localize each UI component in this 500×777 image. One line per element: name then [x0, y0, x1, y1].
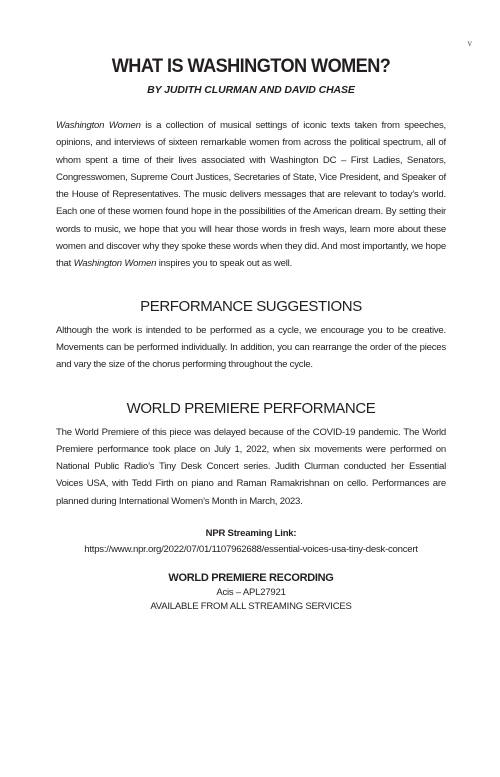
npr-link-url[interactable]: https://www.npr.org/2022/07/01/1107962688/essential-voices-usa-tiny-desk-concert	[84, 544, 418, 556]
recording-availability: AVAILABLE FROM ALL STREAMING SERVICES	[150, 601, 352, 613]
recording-block	[56, 571, 446, 614]
work-title: Washington Women	[73, 258, 157, 270]
premiere-section	[56, 399, 446, 510]
work-title: Washington Women	[56, 120, 141, 131]
npr-link-label: NPR Streaming Link:	[205, 528, 297, 540]
performance-paragraph: Although the work is intended to be performed as a cycle, we encourage you to be creative. Movements can be performed individually. In addition, you can rearrange the order of the pieces and vary the size of the chorus performing throughout the cycle.	[56, 324, 446, 371]
intro-text-end: inspires you to speak out as well.	[156, 258, 293, 270]
premiere-paragraph: The World Premiere of this piece was delayed because of the COVID-19 pandemic. The World Premiere performance took place on July 1, 2022, when six movements were performed on National Public Radio’s Tiny Desk Concert series. Judith Clurman conducted her Essential Voices USA, with Tedd Firth on piano and Raman Ramakrishnan on cello. Performances are planned during International Women’s Month in March, 2023.	[56, 426, 446, 507]
page-content	[56, 54, 446, 614]
premiere-heading: WORLD PREMIERE PERFORMANCE	[126, 399, 376, 417]
npr-link-block	[56, 526, 446, 558]
byline: BY JUDITH CLURMAN AND DAVID CHASE	[147, 84, 355, 96]
performance-heading: PERFORMANCE SUGGESTIONS	[140, 297, 362, 315]
page-number: v	[467, 38, 472, 48]
recording-catalog: Acis – APL27921	[216, 587, 286, 599]
recording-heading: WORLD PREMIERE RECORDING	[168, 572, 334, 585]
intro-text: is a collection of musical settings of iconic texts taken from speeches, opinions, and interviews of sixteen remarkable women from across the political spectrum, all of whom spent a time of their lives associated with Washington DC – First Ladies, Senators, Congresswomen, Supreme Court Justices, Secretaries of State, Vice President, and Speaker of the House of Representatives. The music delivers messages that are relevant to today’s world. Each one of these women found hope in the possibilities of the American dream. By setting their words to music, we hope that you will hear those words in fresh ways, learn more about these women and discover why they spoke these words when they did. And most importantly, we hope that	[56, 120, 446, 270]
performance-section	[56, 297, 446, 374]
intro-paragraph	[56, 117, 446, 273]
page-title: WHAT IS WASHINGTON WOMEN?	[111, 55, 391, 77]
